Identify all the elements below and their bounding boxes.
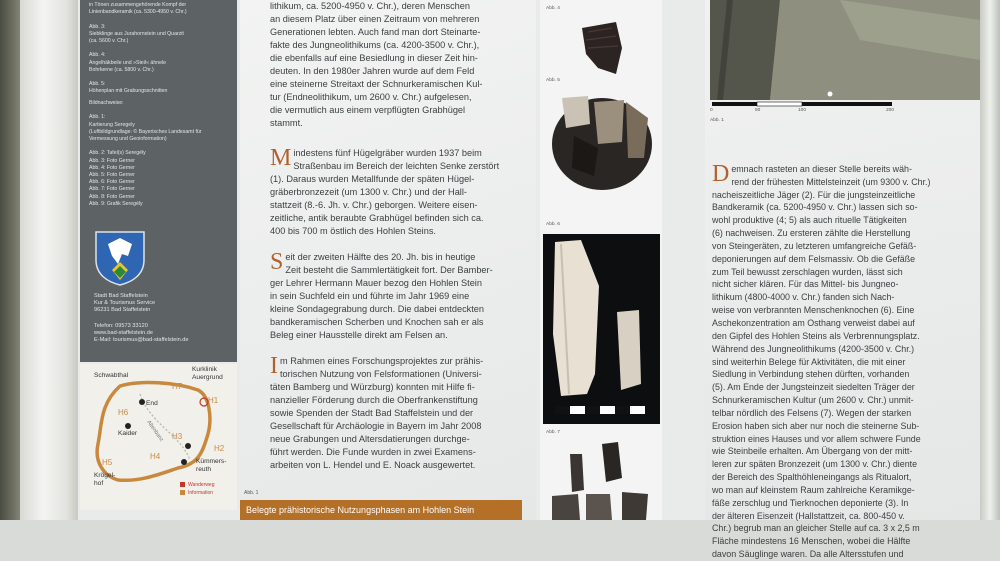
figure-label-abb4: Abb. 4: [546, 6, 560, 11]
image-credits: Bildnachweise: Abb. 1: Kartierung Seregely (Luftbildgrundlage: © Bayerisches Landesamt für Vermessung und Geoinformation) Abb. 2: Tafel(s) Seregély Abb. 3: Foto Gerner Abb. 4: Foto Gerner Abb. 5: Foto Gerner Abb. 6: Foto Gerner Abb. 7: Foto Gerner Abb. 8: Foto Gerner Abb. 9: Grafik Seregély: [89, 100, 202, 207]
figure-label-abb6: Abb. 6: [546, 222, 560, 227]
aerial-photo: [710, 0, 980, 100]
dropcap-s: S: [270, 249, 284, 275]
map-label-kuemmers: Kümmers- reuth: [196, 458, 227, 473]
map-label-altenbanz: Altenbanz: [145, 419, 165, 444]
town-contact: Telefon: 09573 33120 www.bad-staffelstein.de E-Mail: tourismus@bad-staffelstein.de: [94, 323, 189, 344]
figure-label-abb7: Abb. 7: [546, 430, 560, 435]
paragraph-body: eit der zweiten Hälfte des 20. Jh. bis in heutige Zeit besteht die Sammlertätigkeit fort. Der Bamber- ger Lehrer Hermann Mauer bezog den Hohlen Stein in sein Suchfeld ein und führte im Jahr 1969 eine kleine Sondagegrabung durch. Die dabei entdeckten bandkeramischen Scherben und Knochen sah er als Beleg einer Hausstelle direkt am Felsen an.: [270, 252, 493, 340]
map-label-end: End: [146, 400, 158, 407]
map-number-h1: H1: [208, 396, 219, 405]
paragraph-body: emnach rasteten an dieser Stelle bereits wäh- rend der frühesten Mittelsteinzeit (um 9300 v. Chr.) nacheiszeitliche Jäger (2). Für die jungsteinzeitliche Bandkeramik (ca. 5200-4950 v. Chr.) lassen sich so- wohl produktive (4; 5) als auch rituelle Tätigkeiten (6) nachweisen. Zu ersteren zählte die Herstellung von Steingeräten, zu letzteren umfangreiche Gefäß- deponierungen auf dem Felsmassiv. Ob die Gefäße zum Teil bewusst zerschlagen wurden, lässt sich nicht sicher klären. Für das Mittel- bis Jungneo- lithikum (4800-4000 v. Chr.) fanden sich Nach- weise von verbrannten Menschenknochen (6). Eine Aschekonzentration am Osthang verweist dabei auf den Gipfel des Hohlen Steins als Verbrennungsplatz. Während des Jungneolithikums (4200-3500 v. Chr.) sind weiterhin Belege für Aktivitäten, die mit einer Siedlung in Verbindung stehen dürften, vorhanden (5). Am Ende der Jungsteinzeit siedelten Träger der Schnurkeramischen Kultur (um 2600 v. Chr.) unmit- telbar nördlich des Felsens (7). Wegen der starken Erosion haben sich aber nur noch die steinerne Sub- struktion eines Hauses und vor allem schwere Funde wie Steinbeile erhalten. Am Übergang von der mitt- leren zur späten Bronzezeit (um 1300 v. Chr.) diente der Bereich des Spalthöhleneingangs als Ritualort, wo man auf kleinstem Raum zahlreiche Keramikge- fäße zerschlug und Tierknochen deponierte (3). In der älteren Eisenzeit (Hallstattzeit, ca. 800-450 v. Chr.) begrub man an gleicher Stelle auf ca. 3 x 2,5 m Fläche mindestens 16 Menschen, wobei die Hälfte davon Säuglinge waren. Da alle Altersstufen und: [712, 163, 931, 560]
blade-photo: [543, 234, 660, 424]
background-left: [0, 0, 22, 520]
scale-bar-icon: [712, 101, 902, 107]
flint-blades-icon: [543, 234, 660, 424]
text-paragraph-burial-mounds: [270, 134, 528, 238]
stone-tools-icon: [546, 438, 658, 520]
town-address: Stadt Bad Staffelstein Kur & Tourismus Service 96231 Bad Staffelstein: [94, 293, 156, 314]
text-paragraph-collectors: [270, 238, 528, 342]
map-legend-trail: Wanderweg: [188, 482, 215, 488]
map-label-kurklinik: Kurklinik Auergrund: [192, 366, 223, 381]
paragraph-body: indestens fünf Hügelgräber wurden 1937 beim Straßenbau im Bereich der leichten Senke zerstört (1). Daraus wurden Metallfunde der späten Hügel- gräberbronzezeit (um 1300 v. Chr.) und der Hall- stattzeit (8.-6. Jh. v. Chr.) geborgen. Weitere eisen- zeitliche, antik beraubte Grabhügel befinden sich ca. 400 bis 700 m östlich des Hohlen Steins.: [270, 148, 500, 236]
figure-label-abb5: Abb. 5: [546, 78, 560, 83]
map-number-h7: H7: [172, 382, 183, 391]
sign-post-left: [20, 0, 78, 520]
area-map: [80, 364, 237, 510]
scale-label-200: 200: [886, 108, 895, 113]
figure-label-aerial: Abb. 1: [710, 118, 724, 123]
text-paragraph-research: [270, 342, 528, 472]
paragraph-body: m Rahmen eines Forschungsprojektes zur prähis- torischen Nutzung von Felsformationen (Universi- täten Bamberg und Würzburg) konnten mit Hilfe fi- nanzieller Förderung durch die Oberfrankenstiftung sowie Spenden der Stadt Bad Staffelstein und der Gesellschaft für Archäologie in Bayern im Jahr 2008 neue Grabungen und Altersdatierungen durchge- führt werden. Die Funde wurden in zwei Examens- arbeiten von L. Hendel und E. Noack ausgewertet.: [270, 356, 484, 470]
map-number-h3: H3: [172, 432, 183, 441]
figure-label-abb1: Abb. 1: [244, 490, 259, 496]
town-crest-icon: [94, 230, 146, 286]
map-legend-info: Information: [188, 490, 214, 496]
section-banner: Belegte prähistorische Nutzungsphasen am Hohlen Stein: [240, 500, 522, 520]
dropcap-d: D: [712, 160, 730, 187]
map-number-h5: H5: [102, 458, 113, 467]
map-number-h6: H6: [118, 408, 129, 417]
map-label-schwabthal: Schwabthal: [94, 372, 129, 379]
map-number-h4: H4: [150, 452, 161, 461]
map-label-kaider: Kaider: [118, 430, 138, 437]
sign-post-right: [980, 0, 1000, 520]
main-text-column: [240, 0, 536, 520]
scale-label-100: 100: [798, 108, 807, 113]
map-number-h2: H2: [214, 444, 225, 453]
sidebar-panel: [80, 0, 237, 362]
figure-captions: in Tönen zusammengehörende Kompf der Linienbandkeramik (ca. 5300-4950 v. Chr.) Abb. 3: Siebklinge aus Jurahornstein und Quarzit (ca. 5600 v. Chr.) Abb. 4: Angelhäkbeile und »Steil« ähnele Bohrkerne (ca. 5800 v. Chr.) Abb. 5: Höhenplan mit Grabungsschnitten: [89, 2, 187, 95]
pottery-shard-icon: [576, 18, 626, 80]
text-paragraph-phases: [712, 150, 974, 561]
aerial-terrain-icon: [710, 0, 980, 100]
scale-label-50: 50: [755, 108, 761, 113]
map-label-kruegel: Krögel- hof: [94, 472, 116, 487]
dropcap-i: I: [270, 353, 278, 379]
pottery-vessel-icon: [544, 88, 658, 192]
dropcap-m: M: [270, 145, 292, 171]
text-paragraph-intro: lithikum, ca. 5200-4950 v. Chr.), deren Menschen an diesem Platz über einen Zeitraum von mehreren Generationen lebten. Auch fand man dort Steinarte- fakte des Jungneolithikums (ca. 4200-3500 v. Chr.), die ebenfalls auf eine Besiedlung in dieser Zeit hin- deuten. In den 1980er Jahren wurde auf dem Feld eine steinerne Streitaxt der Schnurkeramischen Kul- tur (Endneolithikum, um 2600 v. Chr.) aufgelesen, die vermutlich aus einem verpflügten Grabhügel stammt.: [270, 1, 483, 128]
scale-label-0: 0: [710, 108, 713, 113]
